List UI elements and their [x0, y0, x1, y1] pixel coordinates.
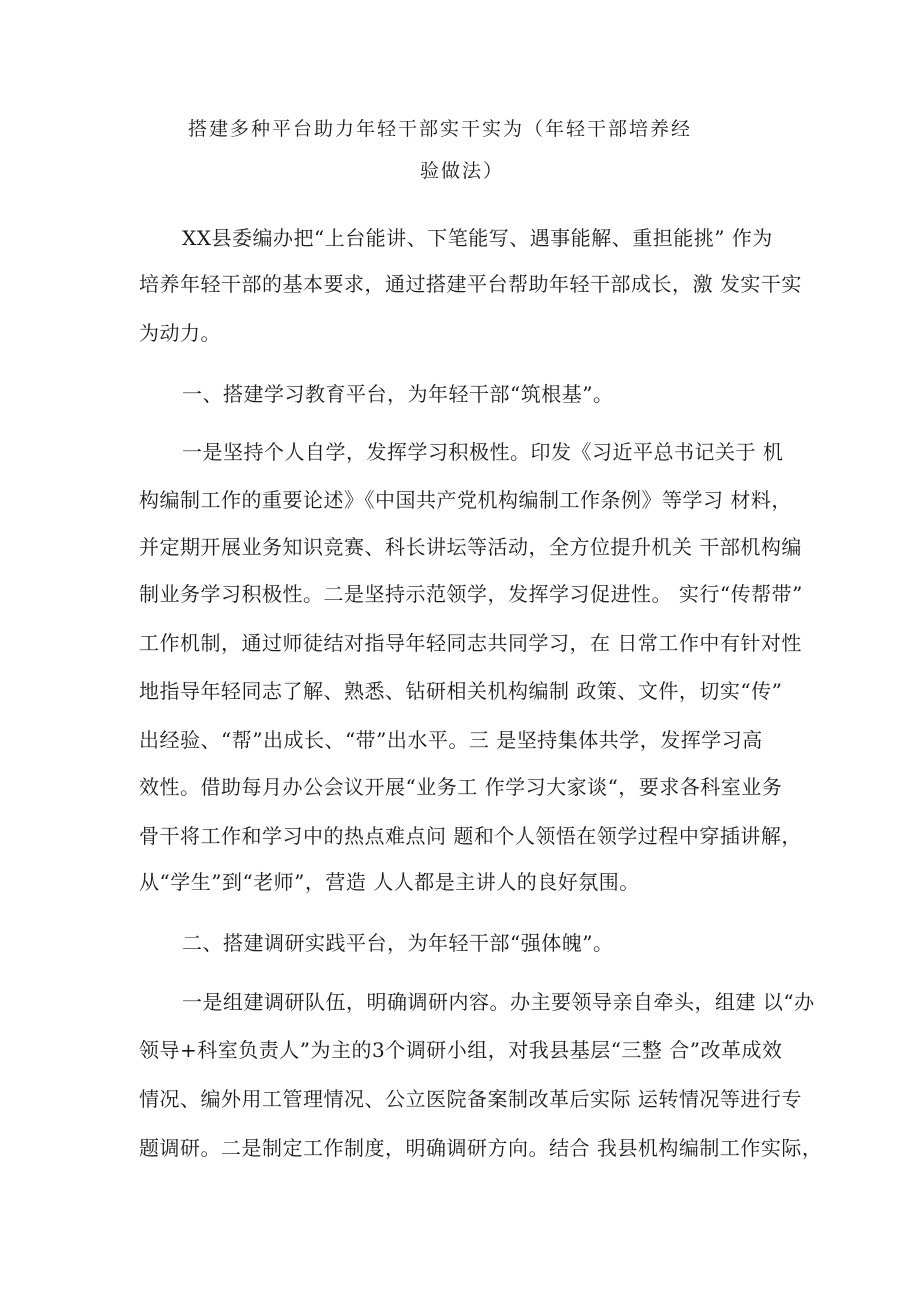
paragraph-line: 从“学生”到“老师”，营造 人人都是主讲人的良好氛围。	[139, 870, 640, 894]
paragraph-line: 题调研。二是制定工作制度，明确调研方向。结合 我县机构编制工作实际，	[139, 1136, 823, 1160]
paragraph-line: 骨干将工作和学习中的热点难点问 题和个人领悟在领学过程中穿插讲解，	[139, 824, 802, 848]
paragraph-line: 效性。借助每月办公会议开展“业务工 作学习大家谈“，要求各科室业务	[139, 775, 783, 799]
paragraph-line: 出经验、“帮”出成长、“带”出水平。三 是坚持集体共学，发挥学习高	[139, 728, 763, 752]
paragraph-line: 一是坚持个人自学，发挥学习积极性。印发《习近平总书记关于 机	[182, 440, 784, 464]
paragraph-line: 培养年轻干部的基本要求，通过搭建平台帮助年轻干部成长，激 发实干实	[139, 272, 802, 296]
paragraph-line: 制业务学习积极性。二是坚持示范领学，发挥学习促进性。 实行“传帮带”	[139, 582, 803, 606]
paragraph-line: 领导+科室负责人”为主的3个调研小组，对我县基层“三整 合”改革成效	[139, 1038, 783, 1062]
paragraph-line: 情况、编外用工管理情况、公立医院备案制改革后实际 运转情况等进行专	[139, 1087, 802, 1111]
paragraph-line: 地指导年轻同志了解、熟悉、钻研相关机构编制 政策、文件，切实“传”	[139, 679, 783, 703]
paragraph-line: 工作机制，通过师徒结对指导年轻同志共同学习，在 日常工作中有针对性	[139, 631, 802, 655]
section-heading-1: 一、搭建学习教育平台，为年轻干部“筑根基”。	[182, 382, 614, 406]
paragraph-line: 构编制工作的重要论述》《中国共产党机构编制工作条例》等学习 材料，	[139, 488, 792, 512]
document-title-line-2: 验做法）	[420, 160, 505, 182]
paragraph-line: 并定期开展业务知识竞赛、科长讲坛等活动，全方位提升机关 干部机构编	[139, 535, 802, 559]
section-heading-2: 二、搭建调研实践平台，为年轻干部“强体魄”。	[182, 931, 614, 955]
paragraph-line: XX县委编办把“上台能讲、下笔能写、遇事能解、重担能挑” 作为	[182, 226, 773, 250]
paragraph-line: 为动力。	[139, 321, 221, 345]
paragraph-line: 一是组建调研队伍，明确调研内容。办主要领导亲自牵头，组建 以“办	[182, 990, 815, 1014]
document-title-line-1: 搭建多种平台助力年轻干部实干实为（年轻干部培养经	[188, 118, 693, 140]
